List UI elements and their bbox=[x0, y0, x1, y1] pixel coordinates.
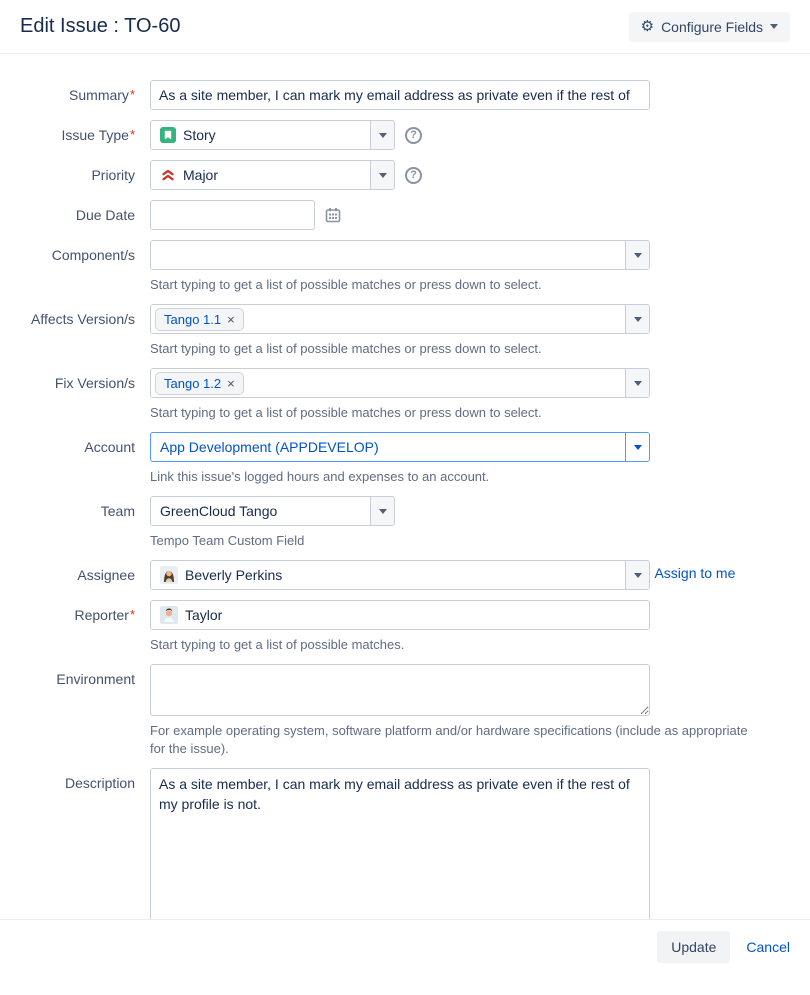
team-value: GreenCloud Tango bbox=[160, 503, 278, 519]
version-tag[interactable] bbox=[155, 308, 244, 331]
account-label: Account bbox=[84, 439, 135, 455]
version-tag-label: Tango 1.2 bbox=[164, 375, 222, 391]
dialog-footer bbox=[0, 919, 810, 974]
reporter-help-text: Start typing to get a list of possible matches. bbox=[150, 637, 405, 652]
help-icon[interactable]: ? bbox=[405, 167, 422, 184]
gear-icon: ⚙ bbox=[640, 18, 655, 35]
assignee-avatar bbox=[160, 566, 178, 584]
affects-versions-row bbox=[0, 304, 810, 358]
affects-versions-help-text: Start typing to get a list of possible matches or press down to select. bbox=[150, 341, 542, 356]
issue-type-value: Story bbox=[183, 127, 216, 143]
cancel-link[interactable]: Cancel bbox=[746, 939, 790, 955]
reporter-avatar bbox=[160, 606, 178, 624]
chevron-down-icon bbox=[379, 173, 387, 178]
team-help-text: Tempo Team Custom Field bbox=[150, 533, 305, 548]
chevron-down-icon bbox=[770, 24, 778, 29]
configure-fields-button[interactable] bbox=[629, 12, 790, 42]
configure-fields-label: Configure Fields bbox=[661, 18, 763, 35]
chevron-down-icon bbox=[634, 573, 642, 578]
assignee-label: Assignee bbox=[77, 567, 135, 583]
priority-label: Priority bbox=[91, 167, 135, 183]
fix-versions-help-text: Start typing to get a list of possible matches or press down to select. bbox=[150, 405, 542, 420]
team-label: Team bbox=[100, 503, 135, 519]
dialog-header bbox=[0, 0, 810, 54]
issue-type-dropdown-button[interactable] bbox=[370, 121, 394, 149]
description-textarea[interactable] bbox=[150, 768, 650, 919]
chevron-down-icon bbox=[379, 509, 387, 514]
team-dropdown-button[interactable] bbox=[370, 497, 394, 525]
environment-label: Environment bbox=[56, 671, 135, 687]
fix-versions-row bbox=[0, 368, 810, 422]
components-select[interactable] bbox=[150, 240, 650, 270]
components-row bbox=[0, 240, 810, 294]
account-value: App Development (APPDEVELOP) bbox=[160, 439, 379, 455]
assign-to-me-link[interactable]: Assign to me bbox=[654, 565, 736, 581]
components-label: Component/s bbox=[51, 247, 135, 263]
summary-input[interactable] bbox=[150, 80, 650, 110]
priority-value: Major bbox=[183, 167, 219, 183]
environment-help-text: For example operating system, software platform and/or hardware specifications (include as appropriate for the issue). bbox=[150, 723, 748, 756]
due-date-label: Due Date bbox=[75, 207, 135, 223]
chevron-down-icon bbox=[634, 445, 642, 450]
due-date-input[interactable] bbox=[150, 200, 315, 230]
fix-versions-dropdown-button[interactable] bbox=[625, 369, 649, 397]
fix-versions-label: Fix Version/s bbox=[54, 375, 135, 391]
story-type-icon bbox=[160, 127, 176, 143]
required-asterisk: * bbox=[129, 127, 135, 142]
fix-versions-select[interactable] bbox=[150, 368, 650, 398]
assignee-dropdown-button[interactable] bbox=[625, 561, 649, 589]
summary-label: Summary* bbox=[69, 87, 135, 103]
account-dropdown-button[interactable] bbox=[625, 433, 649, 461]
account-row bbox=[0, 432, 810, 486]
description-label: Description bbox=[64, 775, 135, 791]
reporter-label: Reporter* bbox=[74, 607, 135, 623]
chevron-down-icon bbox=[634, 253, 642, 258]
description-row bbox=[0, 768, 810, 919]
remove-tag-icon[interactable]: × bbox=[227, 375, 235, 391]
priority-dropdown-button[interactable] bbox=[370, 161, 394, 189]
affects-versions-dropdown-button[interactable] bbox=[625, 305, 649, 333]
components-help-text: Start typing to get a list of possible matches or press down to select. bbox=[150, 277, 542, 292]
assignee-row bbox=[0, 560, 810, 590]
reporter-row bbox=[0, 600, 810, 654]
update-button[interactable]: Update bbox=[657, 931, 730, 963]
affects-versions-select[interactable] bbox=[150, 304, 650, 334]
reporter-value: Taylor bbox=[185, 607, 223, 623]
calendar-icon[interactable] bbox=[325, 207, 341, 223]
required-asterisk: * bbox=[129, 87, 135, 102]
summary-row bbox=[0, 80, 810, 110]
edit-issue-form bbox=[0, 54, 810, 919]
team-row bbox=[0, 496, 810, 550]
reporter-input[interactable] bbox=[150, 600, 650, 630]
required-asterisk: * bbox=[129, 607, 135, 622]
priority-major-icon bbox=[160, 167, 176, 183]
issue-type-label: Issue Type* bbox=[61, 127, 135, 143]
chevron-down-icon bbox=[634, 317, 642, 322]
affects-versions-label: Affects Version/s bbox=[30, 311, 135, 327]
environment-row bbox=[0, 664, 810, 758]
assignee-value: Beverly Perkins bbox=[185, 567, 283, 583]
account-select[interactable] bbox=[150, 432, 650, 462]
version-tag[interactable] bbox=[155, 372, 244, 395]
issue-type-row bbox=[0, 120, 810, 150]
priority-row bbox=[0, 160, 810, 190]
due-date-row bbox=[0, 200, 810, 230]
version-tag-label: Tango 1.1 bbox=[164, 311, 222, 327]
account-help-text: Link this issue's logged hours and expenses to an account. bbox=[150, 469, 490, 484]
issue-type-select[interactable] bbox=[150, 120, 395, 150]
assignee-select[interactable] bbox=[150, 560, 650, 590]
chevron-down-icon bbox=[379, 133, 387, 138]
environment-textarea[interactable] bbox=[150, 664, 650, 716]
page-title: Edit Issue : TO-60 bbox=[20, 15, 181, 37]
team-select[interactable] bbox=[150, 496, 395, 526]
components-dropdown-button[interactable] bbox=[625, 241, 649, 269]
priority-select[interactable] bbox=[150, 160, 395, 190]
remove-tag-icon[interactable]: × bbox=[227, 311, 235, 327]
help-icon[interactable]: ? bbox=[405, 127, 422, 144]
chevron-down-icon bbox=[634, 381, 642, 386]
